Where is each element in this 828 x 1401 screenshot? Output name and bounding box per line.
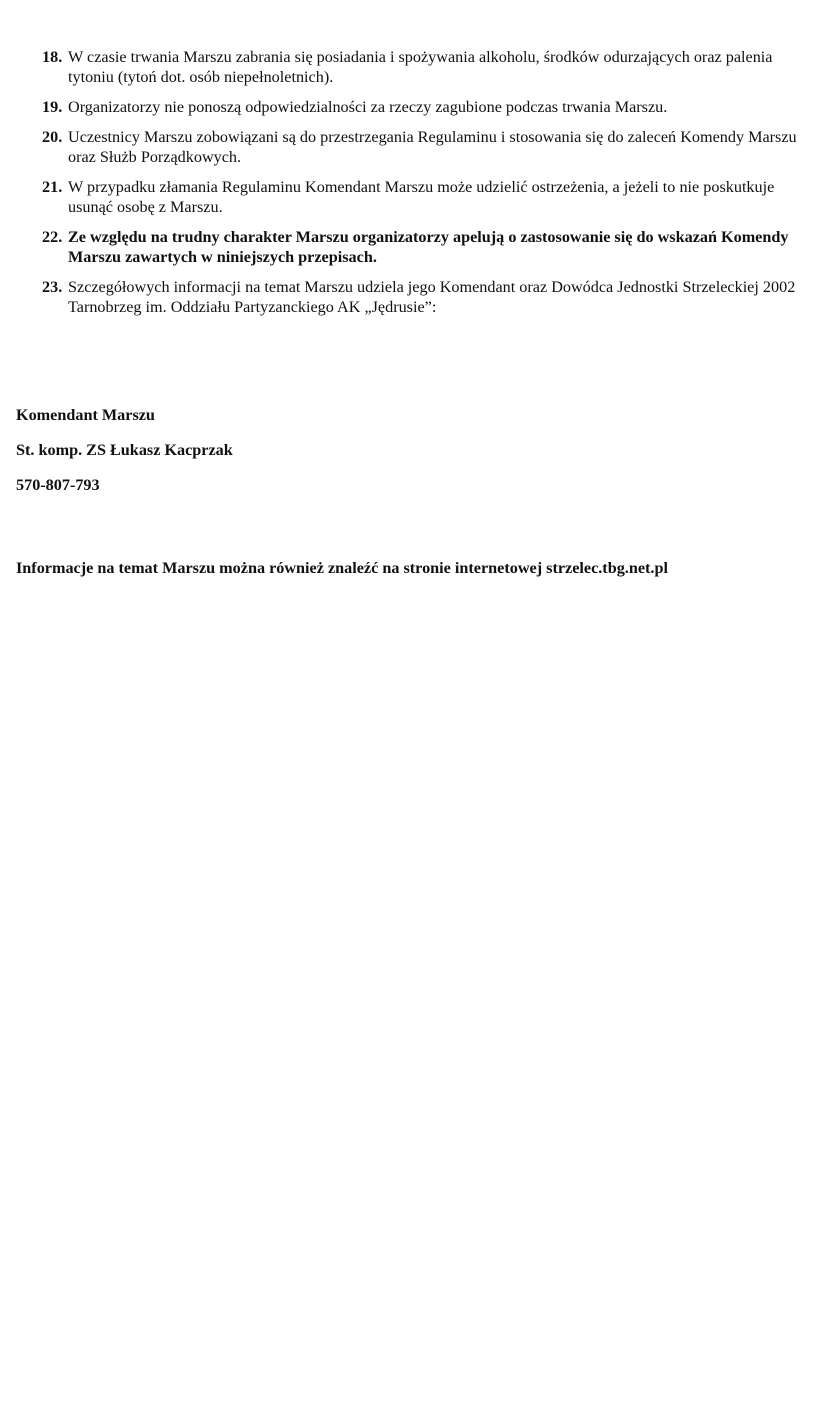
rule-text: W czasie trwania Marszu zabrania się posiadania i spożywania alkoholu, środków odurzających oraz palenia tytoniu (tytoń dot. osób niepełnoletnich).	[68, 48, 773, 86]
rule-item	[42, 177, 817, 217]
rule-item	[42, 227, 817, 267]
rule-text: W przypadku złamania Regulaminu Komendant Marszu może udzielić ostrzeżenia, a jeżeli to nie poskutkuje usunąć osobę z Marszu.	[68, 178, 775, 216]
rule-text: Organizatorzy nie ponoszą odpowiedzialności za rzeczy zagubione podczas trwania Marszu.	[68, 98, 668, 116]
rule-text: Ze względu na trudny charakter Marszu organizatorzy apelują o zastosowanie się do wskazań Komendy Marszu zawartych w niniejszych przepisach.	[68, 228, 789, 266]
rule-item	[42, 127, 817, 167]
rule-number: 22.	[42, 228, 63, 246]
rule-item	[42, 97, 817, 117]
signature-phone: 570-807-793	[16, 476, 100, 494]
rule-number: 18.	[42, 48, 63, 66]
rule-item	[42, 47, 817, 87]
rules-list	[42, 47, 817, 327]
website-info: Informacje na temat Marszu można również znaleźć na stronie internetowej strzelec.tbg.net.pl	[16, 559, 668, 577]
rule-number: 20.	[42, 128, 63, 146]
signature-name: St. komp. ZS Łukasz Kacprzak	[16, 441, 233, 459]
signature-block	[16, 405, 796, 510]
rule-number: 21.	[42, 178, 63, 196]
rule-text: Uczestnicy Marszu zobowiązani są do przestrzegania Regulaminu i stosowania się do zaleceń Komendy Marszu oraz Służb Porządkowych.	[68, 128, 797, 166]
rule-number: 23.	[42, 278, 63, 296]
rule-number: 19.	[42, 98, 63, 116]
signature-title: Komendant Marszu	[16, 406, 155, 424]
rule-item	[42, 277, 817, 317]
rule-text: Szczegółowych informacji na temat Marszu udziela jego Komendant oraz Dowódca Jednostki Strzeleckiej 2002 Tarnobrzeg im. Oddziału Partyzanckiego AK „Jędrusie”:	[68, 278, 796, 316]
